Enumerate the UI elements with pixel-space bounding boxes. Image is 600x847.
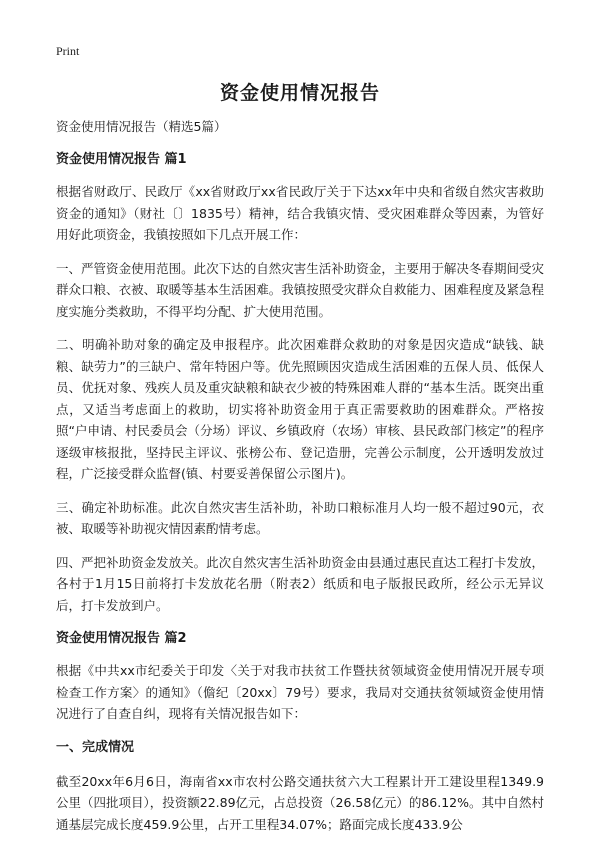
paragraph: 截至20xx年6月6日，海南省xx市农村公路交通扶贫六大工程累计开工建设里程1349.9公里（四批项目），投资额22.89亿元，占总投资（26.58亿元）的86.12%。其中自然村通基层完成长度459.9公里，占开工里程34.07%；路面完成长度433.9公	[56, 773, 544, 832]
paragraph: 根据省财政厅、民政厅《xx省财政厅xx省民政厅关于下达xx年中央和省级自然灾害救助资金的通知》（财社〔〕1835号）精神，结合我镇灾情、受灾困难群众等因素，为管好用好此项资金，我镇按照如下几点开展工作：	[56, 184, 544, 242]
paragraph: 根据《中共xx市纪委关于印发〈关于对我市扶贫工作暨扶贫领域资金使用情况开展专项检查工作方案〉的通知》（儋纪〔20xx〕79号）要求，我局对交通扶贫领域资金使用情况进行了自查自纠，现将有关情况报告如下：	[56, 663, 544, 721]
print-link[interactable]: Print	[56, 44, 80, 58]
page-title: 资金使用情况报告	[219, 82, 380, 104]
paragraph: 二、明确补助对象的确定及申报程序。此次困难群众救助的对象是因灾造成“缺钱、缺粮、缺劳力”的三缺户、常年特困户等。优先照顾因灾造成生活困难的五保人员、低保人员、优抚对象、残疾人员及重灾缺粮和缺衣少被的特殊困难人群的“基本生活。既突出重点，又适当考虑面上的救助，切实将补助资金用于真正需要救助的困难群众。严格按照“户申请、村民委员会（分场）评议、乡镇政府（农场）审核、县民政部门核定”的程序逐级审核报批，坚持民主评议、张榜公布、登记造册，完善公示制度，公开透明发放过程，广泛接受群众监督(镇、村要妥善保留公示图片)。	[56, 337, 544, 481]
subsection-heading: 一、完成情况	[56, 739, 135, 755]
document-body	[56, 117, 544, 847]
section-heading-2: 资金使用情况报告 篇2	[56, 631, 187, 646]
document-subtitle: 资金使用情况报告（精选5篇）	[56, 119, 227, 134]
paragraph: 三、确定补助标准。此次自然灾害生活补助，补助口粮标准月人均一般不超过90元，衣被、取暖等补助视灾情因素酌情考虑。	[56, 499, 544, 536]
paragraph: 四、严把补助资金发放关。此次自然灾害生活补助资金由县通过惠民直达工程打卡发放，各村于1月15日前将打卡发放花名册（附表2）纸质和电子版报民政所，经公示无异议后，打卡发放到户。	[56, 554, 544, 613]
section-heading-1: 资金使用情况报告 篇1	[56, 152, 187, 167]
paragraph: 一、严管资金使用范围。此次下达的自然灾害生活补助资金，主要用于解决冬春期间受灾群众口粮、衣被、取暖等基本生活困难。我镇按照受灾群众自救能力、困难程度及紧急程度实施分类救助，不得平均分配、扩大使用范围。	[56, 260, 544, 319]
